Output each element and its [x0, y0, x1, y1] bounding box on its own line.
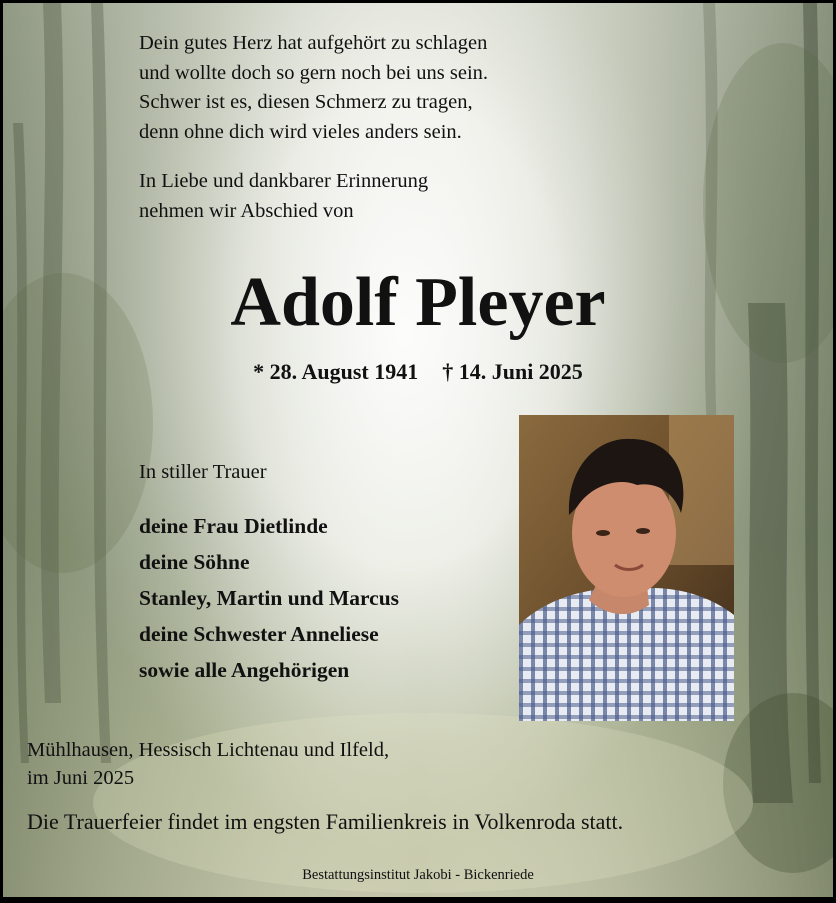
obituary-notice [3, 3, 833, 897]
deceased-name: Adolf Pleyer [230, 264, 606, 341]
mourning-intro: In stiller Trauer [139, 461, 267, 483]
date-line: im Juni 2025 [27, 767, 135, 789]
intro-line: In Liebe und dankbarer Erinnerung [139, 170, 429, 192]
poem-line: Schwer ist es, diesen Schmerz zu tragen, [139, 91, 473, 113]
place-and-date [27, 736, 389, 792]
birth-date: * 28. August 1941 [253, 359, 419, 384]
poem-line: Dein gutes Herz hat aufgehört zu schlagen [139, 32, 488, 54]
intro-line: nehmen wir Abschied von [139, 199, 354, 222]
funeral-ceremony-note: Die Trauerfeier findet im engsten Familienkreis in Volkenroda statt. [27, 809, 624, 834]
farewell-intro [139, 167, 428, 226]
mourner-line: deine Frau Dietlinde [139, 514, 328, 538]
memorial-poem [139, 29, 488, 147]
poem-line: denn ohne dich wird vieles anders sein. [139, 120, 462, 143]
mourner-line: deine Schwester Anneliese [139, 622, 379, 646]
poem-line: und wollte doch so gern noch bei uns sein. [139, 61, 489, 84]
mourners-list [139, 508, 399, 688]
life-dates [3, 359, 833, 385]
mourner-line: Stanley, Martin und Marcus [139, 586, 400, 610]
death-date: † 14. Juni 2025 [442, 359, 583, 384]
funeral-home-credit: Bestattungsinstitut Jakobi - Bickenriede [302, 867, 534, 883]
portrait-photo [519, 415, 734, 721]
place-line: Mühlhausen, Hessisch Lichtenau und Ilfeld, [27, 739, 390, 761]
mourner-line: deine Söhne [139, 550, 250, 574]
mourner-line: sowie alle Angehörigen [139, 658, 350, 682]
